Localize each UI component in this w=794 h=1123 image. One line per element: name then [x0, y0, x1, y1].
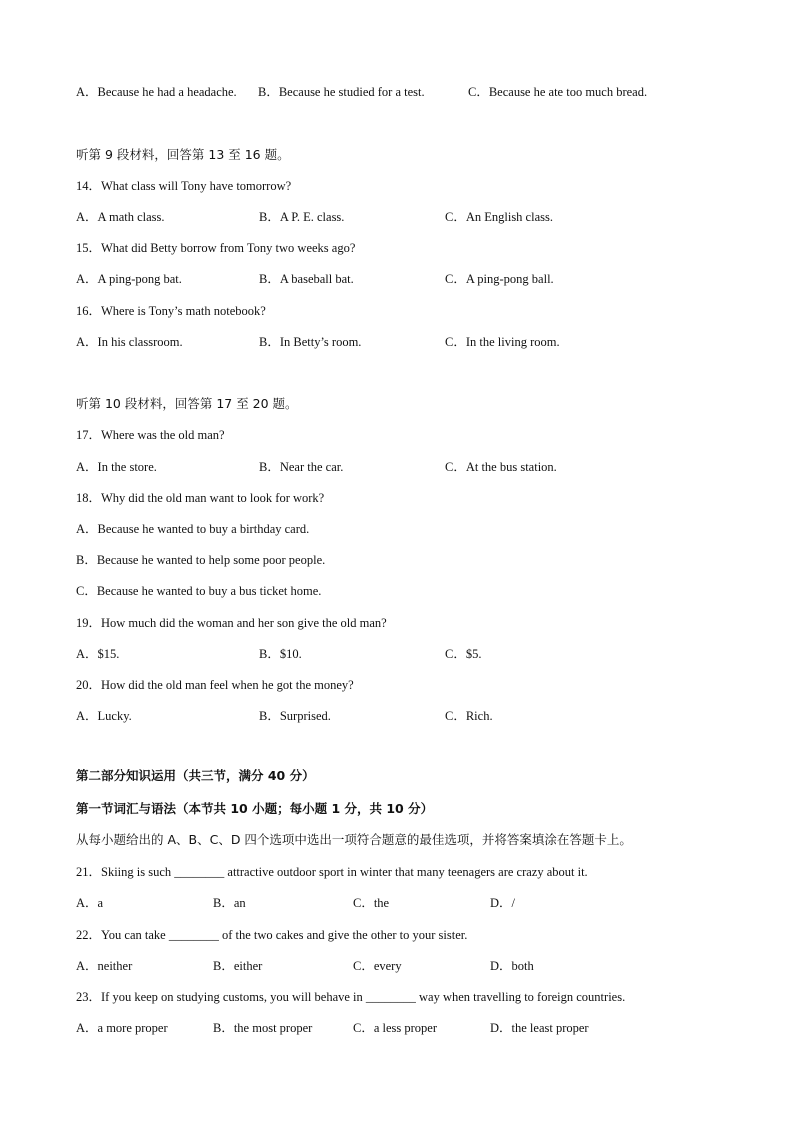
option-a: A．In the store.: [76, 460, 157, 474]
option-d: D．/: [490, 896, 516, 910]
option-c: C．A ping-pong ball.: [445, 272, 554, 286]
option-b: B．$10.: [259, 647, 302, 661]
question-21-stem: 21．Skiing is such ________ attractive outdoor sport in winter that many teenagers are crazy about it.: [76, 865, 588, 879]
question-18-option-a: A．Because he wanted to buy a birthday card.: [76, 522, 310, 536]
option-c: C．the: [353, 896, 390, 910]
option-c: C．a less proper: [353, 1021, 438, 1035]
option-c: C．In the living room.: [445, 335, 560, 349]
option-a: A．a: [76, 896, 104, 910]
option-d: D．the least proper: [490, 1021, 589, 1035]
option-b: B．Surprised.: [259, 709, 331, 723]
option-a: A．$15.: [76, 647, 120, 661]
question-16-stem: 16．Where is Tony’s math notebook?: [76, 304, 266, 318]
section-9-instruction: 听第 9 段材料，回答第 13 至 16 题。: [76, 147, 290, 162]
option-b: B．an: [213, 896, 246, 910]
question-20-stem: 20．How did the old man feel when he got the money?: [76, 678, 354, 692]
option-a: A．In his classroom.: [76, 335, 183, 349]
option-a: A．Because he had a headache.: [76, 85, 237, 99]
option-b: B．Near the car.: [259, 460, 344, 474]
question-22-stem: 22．You can take ________ of the two cakes and give the other to your sister.: [76, 928, 468, 942]
question-17-stem: 17．Where was the old man?: [76, 428, 225, 442]
question-18-option-b: B．Because he wanted to help some poor people.: [76, 553, 326, 567]
part-2-heading: 第二部分知识运用（共三节，满分 40 分）: [76, 768, 315, 783]
question-15-stem: 15．What did Betty borrow from Tony two weeks ago?: [76, 241, 356, 255]
option-b: B．A baseball bat.: [259, 272, 354, 286]
instruction-text: 从每小题给出的 A、B、C、D 四个选项中选出一项符合题意的最佳选项，并将答案填涂在答题卡上。: [76, 832, 632, 847]
question-18-option-c: C．Because he wanted to buy a bus ticket home.: [76, 584, 322, 598]
option-d: D．both: [490, 959, 534, 973]
option-a: A．A ping-pong bat.: [76, 272, 182, 286]
question-19-stem: 19．How much did the woman and her son give the old man?: [76, 616, 387, 630]
option-a: A．a more proper: [76, 1021, 168, 1035]
section-1-heading: 第一节词汇与语法（本节共 10 小题；每小题 1 分，共 10 分）: [76, 801, 434, 816]
option-a: A．A math class.: [76, 210, 165, 224]
option-b: B．Because he studied for a test.: [258, 85, 425, 99]
option-b: B．In Betty’s room.: [259, 335, 362, 349]
option-c: C．$5.: [445, 647, 482, 661]
option-a: A．neither: [76, 959, 133, 973]
option-c: C．An English class.: [445, 210, 553, 224]
option-b: B．either: [213, 959, 263, 973]
option-b: B．the most proper: [213, 1021, 313, 1035]
option-c: C．every: [353, 959, 402, 973]
option-c: C．At the bus station.: [445, 460, 557, 474]
section-10-instruction: 听第 10 段材料，回答第 17 至 20 题。: [76, 396, 298, 411]
option-c: C．Because he ate too much bread.: [468, 85, 648, 99]
question-18-stem: 18．Why did the old man want to look for work?: [76, 491, 325, 505]
option-c: C．Rich.: [445, 709, 493, 723]
question-23-stem: 23．If you keep on studying customs, you will behave in ________ way when travelling to foreign countries.: [76, 990, 626, 1004]
option-b: B．A P. E. class.: [259, 210, 345, 224]
question-14-stem: 14．What class will Tony have tomorrow?: [76, 179, 292, 193]
option-a: A．Lucky.: [76, 709, 132, 723]
